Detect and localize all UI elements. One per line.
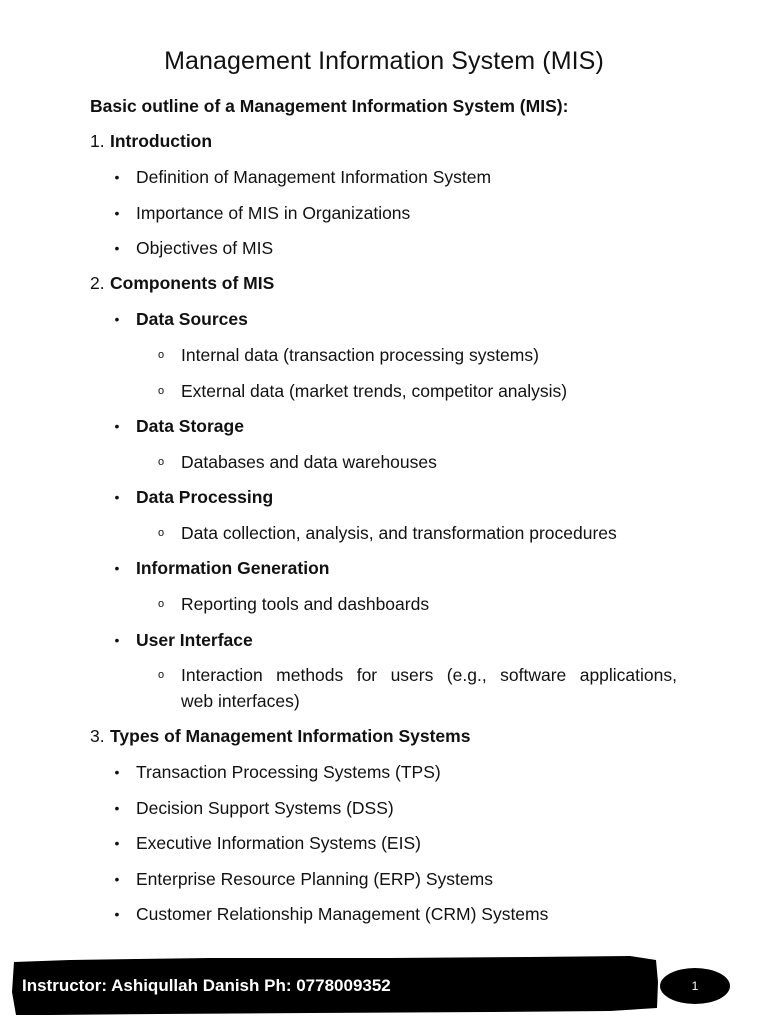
circle-bullet-icon: o xyxy=(157,349,165,361)
bullet-icon: • xyxy=(114,560,120,576)
list-item-text: Objectives of MIS xyxy=(136,238,274,258)
list-item-text: Information Generation xyxy=(136,558,330,578)
section-title: Introduction xyxy=(110,131,213,151)
bullet-icon: • xyxy=(114,764,120,780)
page-number-badge: 1 xyxy=(660,968,730,1004)
bullet-icon: • xyxy=(114,489,120,505)
bullet-icon: • xyxy=(114,835,120,851)
circle-bullet-icon: o xyxy=(157,669,165,681)
section-number: 2. xyxy=(90,273,105,293)
bullet-icon: • xyxy=(114,205,120,221)
list-item-text: User Interface xyxy=(136,630,253,650)
bullet-icon: • xyxy=(114,169,120,185)
section-number: 3. xyxy=(90,726,105,746)
list-item-text: Data Processing xyxy=(136,487,274,507)
bullet-icon: • xyxy=(114,418,120,434)
bullet-icon: • xyxy=(114,240,120,256)
circle-bullet-icon: o xyxy=(157,598,165,610)
circle-bullet-icon: o xyxy=(157,456,165,468)
section-title: Types of Management Information Systems xyxy=(110,726,471,746)
footer-banner xyxy=(10,952,660,1016)
list-item-text: Executive Information Systems (EIS) xyxy=(136,833,421,853)
bullet-icon: • xyxy=(114,311,120,327)
list-item-text: Data Storage xyxy=(136,416,244,436)
section-number: 1. xyxy=(90,131,105,151)
instructor-info: Instructor: Ashiqullah Danish Ph: 0778009352 xyxy=(22,976,391,995)
sub-list-item-text: Interaction methods for users (e.g., software applications, xyxy=(181,665,677,685)
list-item-text: Definition of Management Information System xyxy=(136,167,492,187)
list-item-text: Enterprise Resource Planning (ERP) Systems xyxy=(136,869,493,889)
list-item-text: Decision Support Systems (DSS) xyxy=(136,798,394,818)
section-title: Components of MIS xyxy=(110,273,275,293)
sub-list-item-text: Databases and data warehouses xyxy=(181,452,437,472)
circle-bullet-icon: o xyxy=(157,385,165,397)
sub-list-item-text: Reporting tools and dashboards xyxy=(181,594,430,614)
sub-list-item-text: Internal data (transaction processing systems) xyxy=(181,345,539,365)
bullet-icon: • xyxy=(114,906,120,922)
bullet-icon: • xyxy=(114,800,120,816)
list-item-text: Data Sources xyxy=(136,309,248,329)
sub-list-item-text: External data (market trends, competitor analysis) xyxy=(181,381,568,401)
sub-list-item-text: web interfaces) xyxy=(181,691,300,711)
list-item-text: Importance of MIS in Organizations xyxy=(136,203,411,223)
bullet-icon: • xyxy=(114,871,120,887)
list-item-text: Transaction Processing Systems (TPS) xyxy=(136,762,441,782)
bullet-icon: • xyxy=(114,632,120,648)
page-title: Management Information System (MIS) xyxy=(164,47,604,75)
circle-bullet-icon: o xyxy=(157,527,165,539)
list-item-text: Customer Relationship Management (CRM) Systems xyxy=(136,904,549,924)
outline-heading: Basic outline of a Management Information System (MIS): xyxy=(90,96,569,116)
sub-list-item-text: Data collection, analysis, and transformation procedures xyxy=(181,523,617,543)
